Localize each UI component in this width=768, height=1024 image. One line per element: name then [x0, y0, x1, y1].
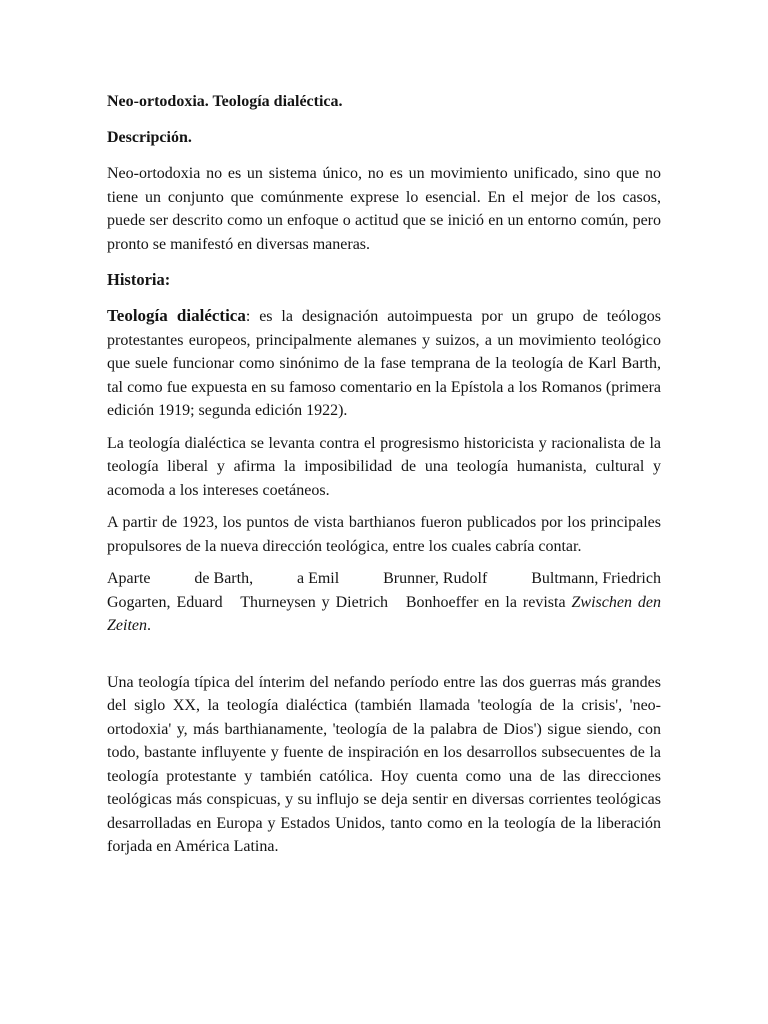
- paragraph-teologia-dialectica: [107, 304, 661, 423]
- word: Brunner, Rudolf: [383, 570, 488, 587]
- journal-title: Zwischen den Zeiten: [107, 593, 666, 634]
- document-page: [107, 90, 666, 859]
- word: de Barth,: [194, 570, 254, 587]
- paragraph-4-line-1: [107, 567, 661, 591]
- paragraph-1-text: : es la designación autoimpuesta por un grupo de teólogos protestantes europeos, principalmente alemanes y suizos, a un movimiento teológico que suele funcionar como sinónimo de la fase temprana de la teología de Karl Barth, tal como fue expuesta en su famoso comentario en la Epístola a los Romanos (primera edición 1919; segunda edición 1922).: [107, 308, 661, 419]
- paragraph-4-end: .: [147, 617, 151, 634]
- term-teologia-dialectica: Teología dialéctica: [107, 306, 246, 325]
- paragraph-4: [107, 567, 666, 638]
- word: a Emil: [296, 570, 340, 587]
- paragraph-4-rest: [107, 591, 666, 638]
- blank-line: [107, 638, 661, 671]
- document-title: Neo-ortodoxia. Teología dialéctica.: [107, 93, 343, 110]
- descripcion-heading: Descripción.: [107, 129, 192, 146]
- paragraph-4-line-2: Gogarten, Eduard Thurneysen y Dietrich Bonhoeffer en la revista: [107, 593, 572, 611]
- descripcion-paragraph: Neo-ortodoxia no es un sistema único, no es un movimiento unificado, sino que no tiene un conjunto que comúnmente exprese lo esencial. En el mejor de los casos, puede ser descrito como un enfoque o actitud que se inició en un entorno común, pero pronto se manifestó en diversas maneras.: [107, 165, 661, 253]
- word: Aparte: [107, 570, 151, 587]
- historia-heading: Historia:: [107, 270, 171, 289]
- word: Bultmann, Friedrich: [531, 570, 661, 587]
- paragraph-5: Una teología típica del ínterim del nefando período entre las dos guerras más grandes del siglo XX, la teología dialéctica (también llamada 'teología de la crisis', 'neo-ortodoxia' y, más barthianamente, 'teología de la palabra de Dios') sigue siendo, con todo, bastante influyente y fuente de inspiración en los desarrollos subsecuentes de la teología protestante y también católica. Hoy cuenta como una de las direcciones teológicas más conspicuas, y su influjo se deja sentir en diversas corrientes teológicas desarrolladas en Europa y Estados Unidos, tanto como en la teología de la liberación forjada en América Latina.: [107, 673, 661, 855]
- paragraph-2: La teología dialéctica se levanta contra el progresismo historicista y racionalista de la teología liberal y afirma la imposibilidad de una teología humanista, cultural y acomoda a los intereses coetáneos.: [107, 434, 661, 499]
- paragraph-3: A partir de 1923, los puntos de vista barthianos fueron publicados por los principales propulsores de la nueva dirección teológica, entre los cuales cabría contar.: [107, 514, 661, 555]
